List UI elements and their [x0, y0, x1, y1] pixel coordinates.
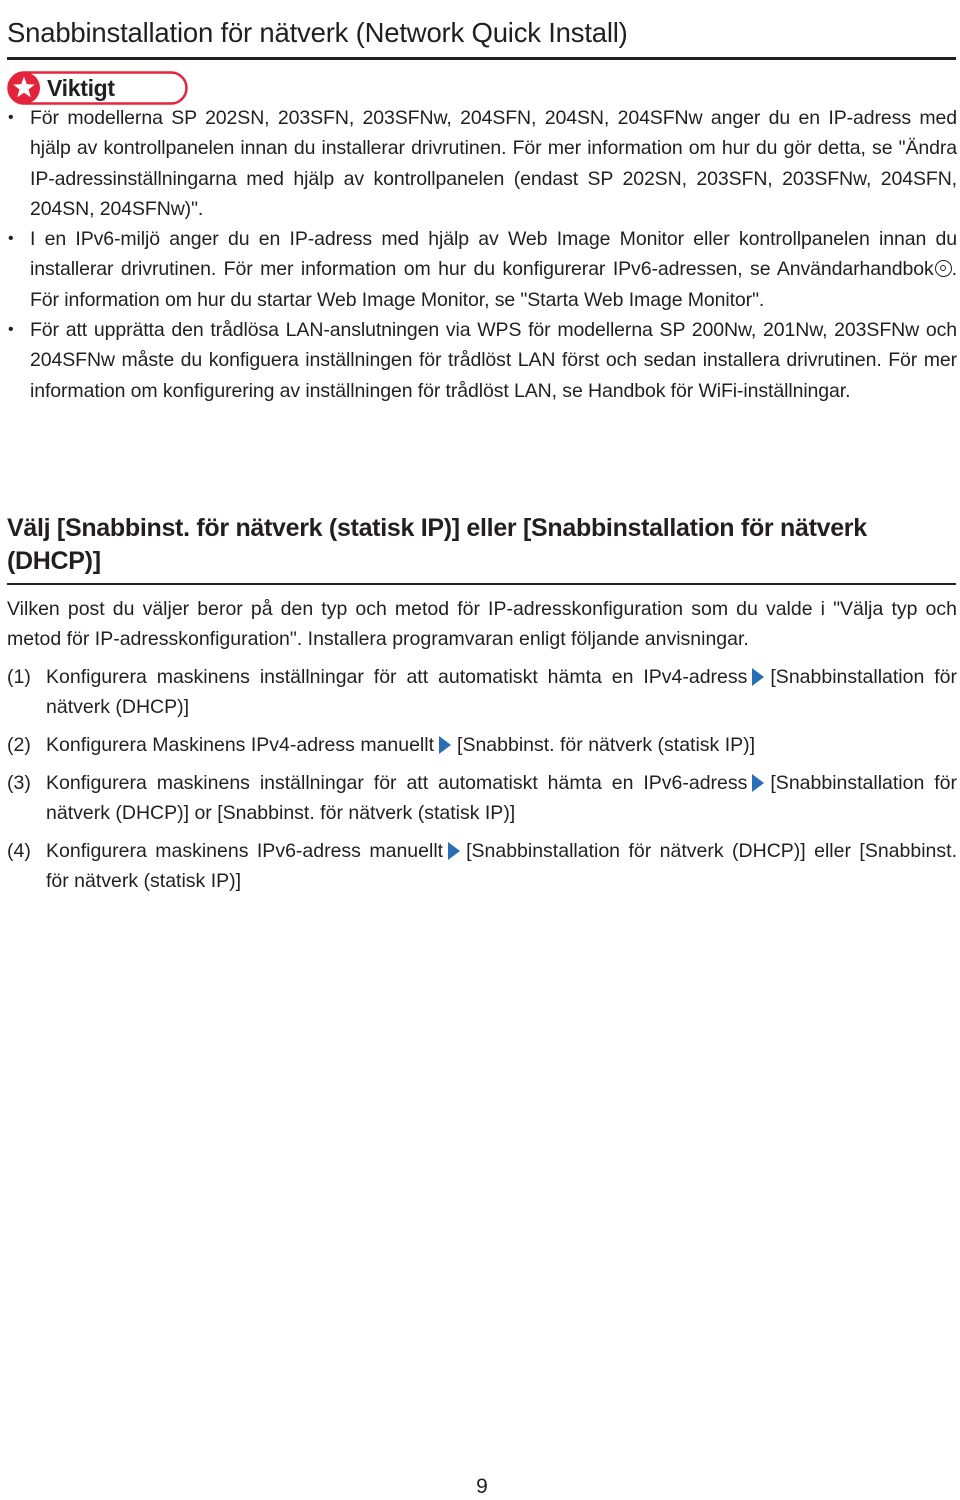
arrow-right-icon — [752, 774, 764, 792]
step-text: Konfigurera maskinens inställningar för att automatiskt hämta en IPv4-adress — [46, 666, 748, 688]
arrow-right-icon — [752, 668, 764, 686]
page-number: 9 — [476, 1475, 488, 1498]
important-bullet-list — [7, 103, 957, 406]
step-result: [Snabbinstallation för nätverk (DHCP)] eller [Snabbinst. för nätverk (statisk IP)] — [46, 839, 957, 893]
step-text: Konfigurera maskinens IPv6-adress manuellt — [46, 839, 444, 862]
bullet-item — [7, 224, 957, 315]
bullet-item: • För att upprätta den trådlösa LAN-anslutningen via WPS för modellerna SP 200Nw, 201Nw, 203SFNw och 204SFNw måste du konfiguera inställningen för trådlöst LAN först och sedan installera drivrutinen. För mer information om konfigurering av inställningen för trådlöst LAN, se Handbok för WiFi-inställningar. — [7, 315, 957, 406]
step-result: [Snabbinstallation för nätverk (DHCP)] — [46, 666, 957, 719]
disc-icon — [935, 260, 952, 277]
step-item — [7, 730, 957, 760]
arrow-right-icon — [439, 736, 451, 754]
intro-text: Vilken post du väljer beror på den typ och metod för IP-adresskonfiguration som du valde i "Välja typ och metod för IP-adresskonfiguration". Installera programvaran enligt följande anvisningar. — [7, 598, 957, 651]
page-title: Snabbinstallation för nätverk (Network Quick Install) — [7, 17, 628, 48]
step-result: [Snabbinst. för nätverk (statisk IP)] — [457, 734, 756, 757]
step-result: [Snabbinstallation för nätverk (DHCP)] or [Snabbinst. för nätverk (statisk IP)] — [46, 771, 957, 825]
bullet-item: • För modellerna SP 202SN, 203SFN, 203SFNw, 204SFN, 204SN, 204SFNw anger du en IP-adress med hjälp av kontrollpanelen innan du installerar drivrutinen. För mer information om hur du gör detta, se "Ändra IP-adressinställningarna med hjälp av kontrollpanelen (endast SP 202SN, 203SFN, 203SFNw, 204SFN, 204SN, 204SFNw)". — [7, 103, 957, 224]
important-label: Viktigt — [47, 75, 115, 101]
section-heading: Välj [Snabbinst. för nätverk (statisk IP)] eller [Snabbinstallation för nätverk (DHCP)] — [7, 514, 867, 575]
step-text: Konfigurera maskinens inställningar för att automatiskt hämta en IPv6-adress — [46, 771, 748, 794]
bullet-text: . För information om hur du startar Web Image Monitor, se "Starta Web Image Monitor". — [30, 258, 957, 311]
step-text: Konfigurera Maskinens IPv4-adress manuellt — [46, 734, 435, 757]
step-number: (3) — [7, 771, 31, 794]
important-badge — [7, 71, 188, 105]
bullet-text: I en IPv6-miljö anger du en IP-adress med hjälp av Web Image Monitor eller kontrollpanelen innan du installerar drivrutinen. För mer information om hur du konfigurerar IPv6-adressen, se Användarhandbok — [30, 228, 957, 281]
step-number: (4) — [7, 839, 31, 862]
title-rule — [7, 57, 956, 60]
section-rule — [7, 583, 956, 585]
step-number: (1) — [7, 666, 31, 688]
step-item — [7, 662, 957, 723]
step-item — [7, 836, 957, 897]
arrow-right-icon — [448, 842, 460, 860]
step-item — [7, 768, 957, 829]
step-list — [7, 662, 957, 904]
step-number: (2) — [7, 734, 31, 757]
